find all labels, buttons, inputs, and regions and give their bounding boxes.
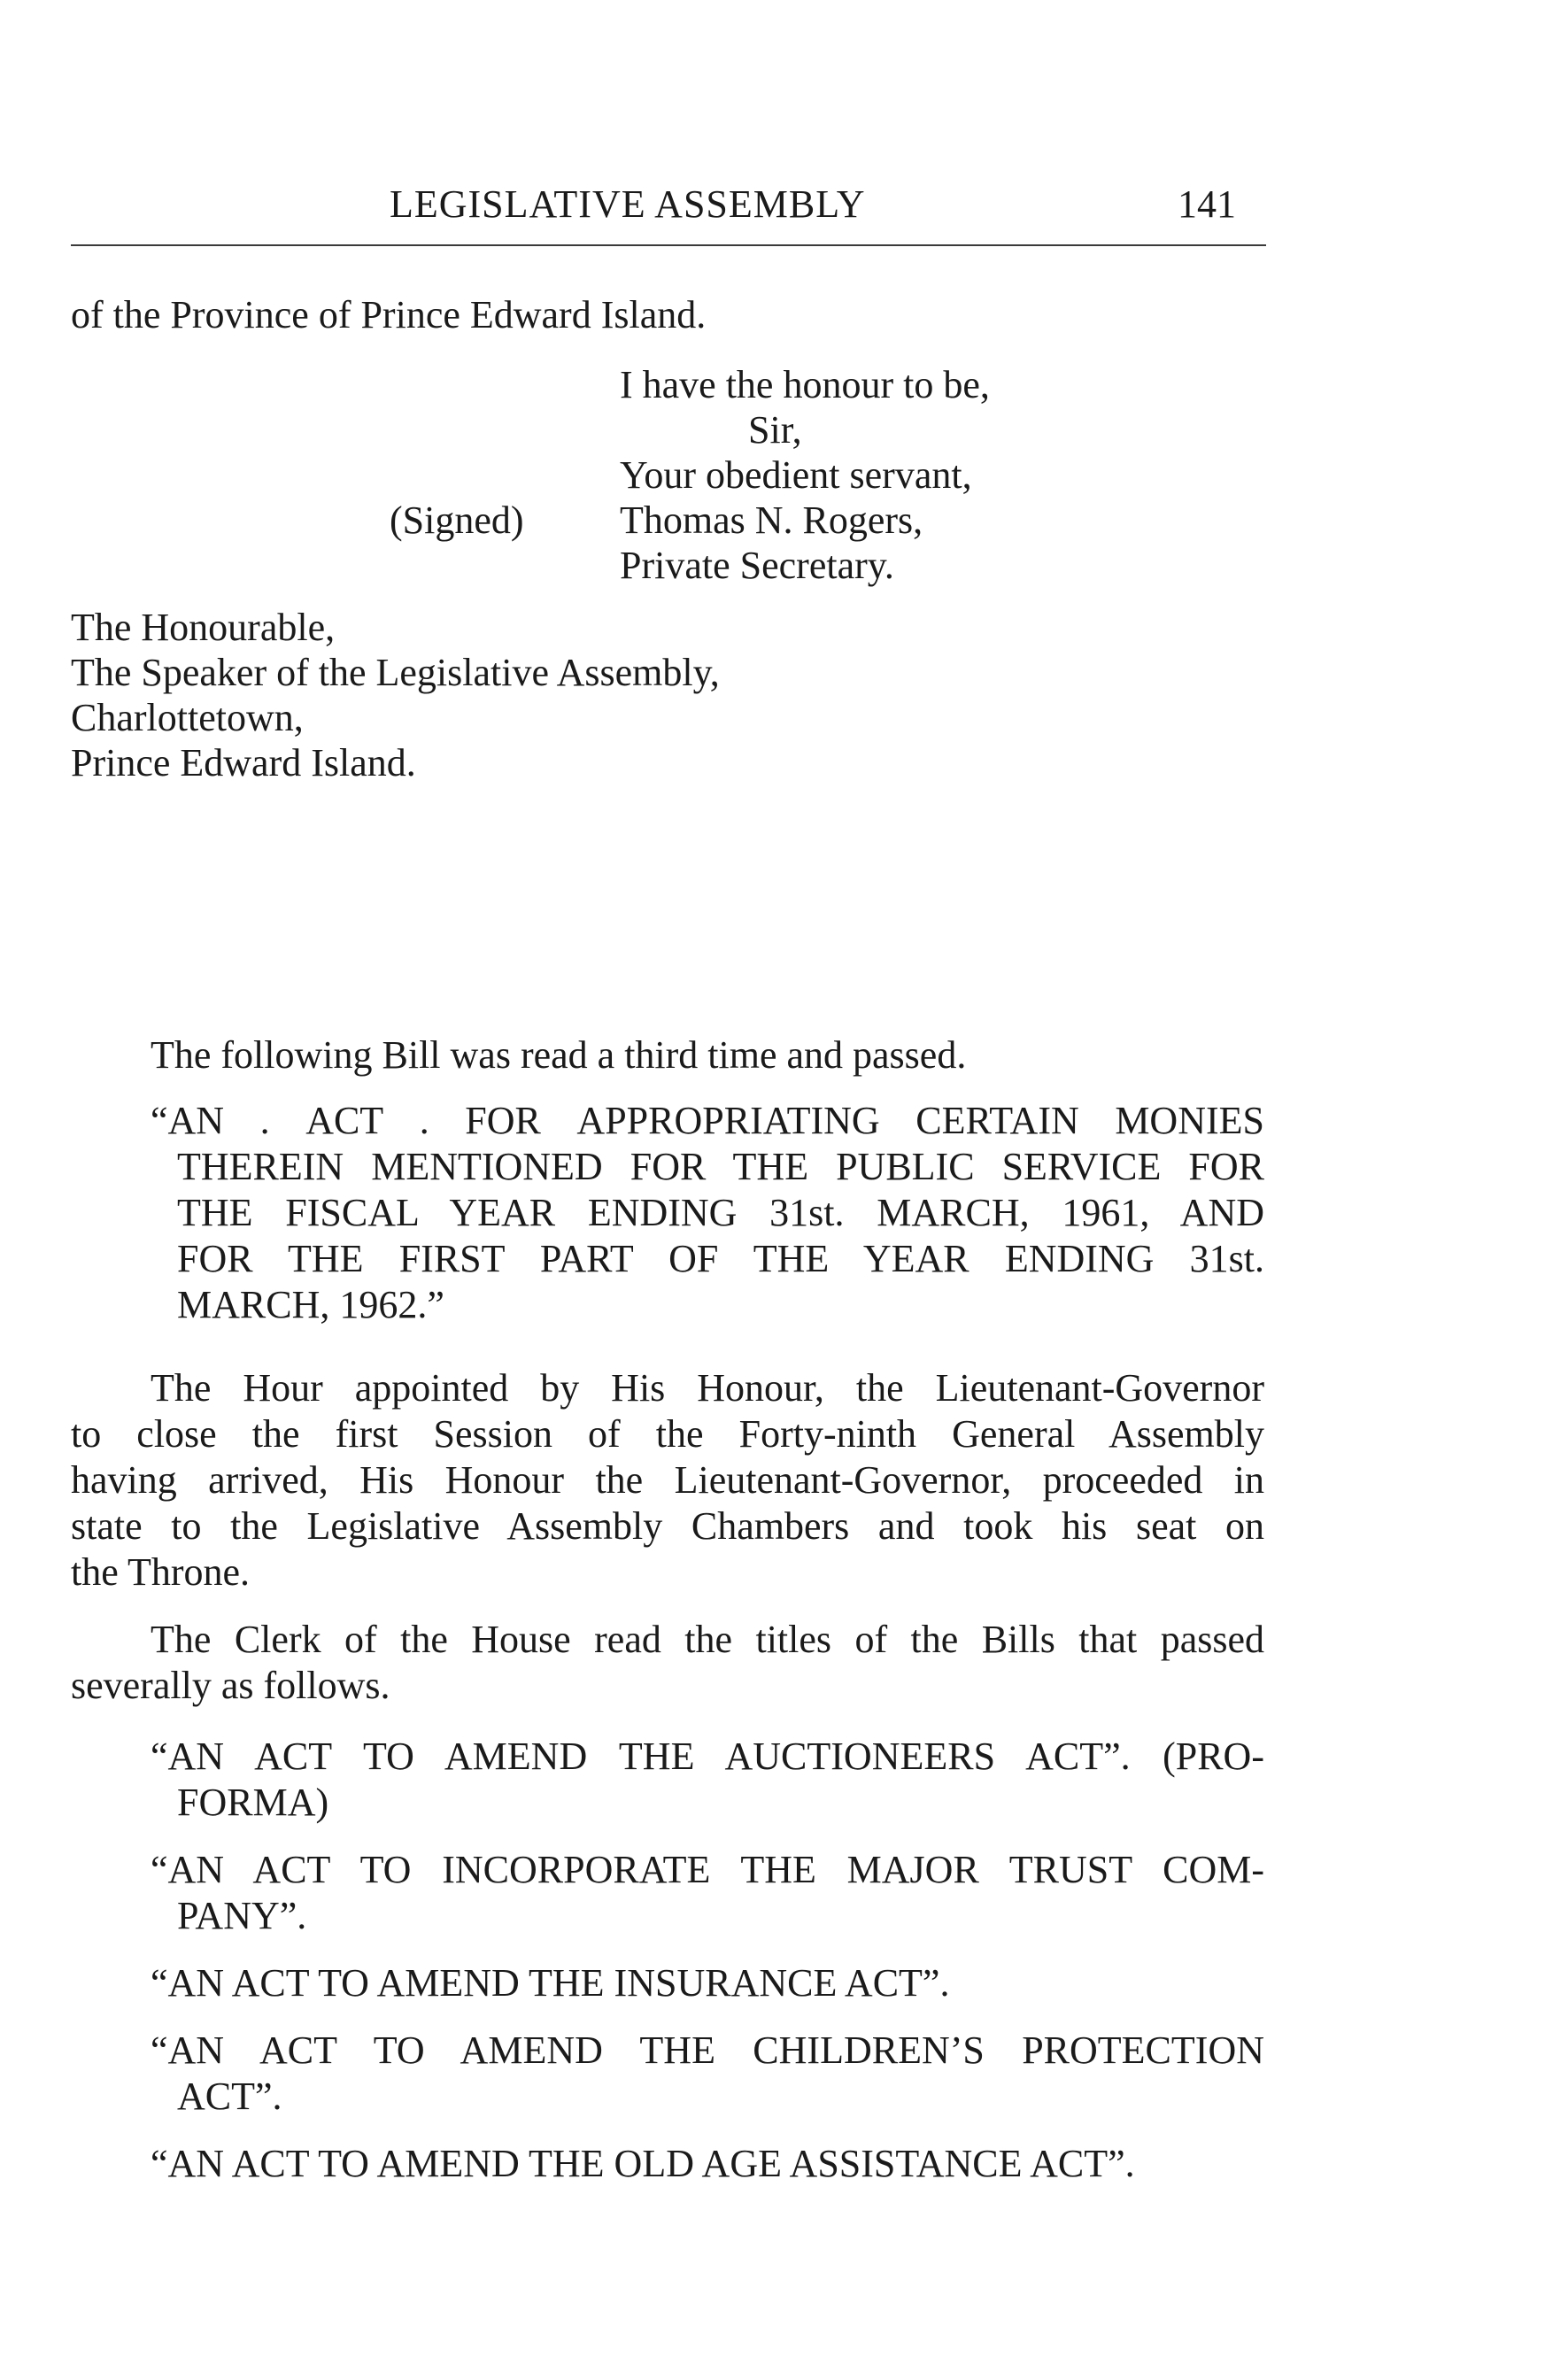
bill-title-block [177, 1190, 1264, 1236]
paragraph-line: The Hour appointed by His Honour, the Lieutenant-Governor [151, 1366, 1264, 1410]
address-line: The Honourable, [71, 606, 336, 649]
bill-title-word: CERTAIN [915, 1099, 1079, 1142]
address-line: The Speaker of the Legislative Assembly, [71, 651, 720, 694]
signed-label: (Signed) [390, 498, 524, 542]
paragraph-line: The Clerk of the House read the titles of the Bills that passed [151, 1618, 1264, 1661]
bill-title-word: . [259, 1099, 270, 1142]
bill-title-word: “AN [151, 1099, 225, 1142]
bill-list-item: “AN ACT TO AMEND THE INSURANCE ACT”. [151, 1961, 950, 2005]
bill-list-item: “AN ACT TO AMEND THE AUCTIONEERS ACT”. (PRO- [151, 1735, 1264, 1778]
letter-opening-line: of the Province of Prince Edward Island. [71, 293, 707, 336]
closing-line: Sir, [748, 408, 802, 452]
bill-title-block [177, 1236, 1264, 1282]
closing-line: Your obedient servant, [620, 453, 972, 497]
bill-title-block [151, 1098, 1264, 1144]
bill-list-item-cont: FORMA) [177, 1781, 329, 1824]
closing-line: I have the honour to be, [620, 363, 990, 406]
running-header-title: LEGISLATIVE ASSEMBLY [390, 182, 866, 226]
signatory-name: Thomas N. Rogers, [620, 498, 923, 542]
signatory-title: Private Secretary. [620, 544, 894, 587]
bill-list-item: “AN ACT TO INCORPORATE THE MAJOR TRUST COM- [151, 1848, 1264, 1891]
paragraph-line: state to the Legislative Assembly Chambers and took his seat on [71, 1504, 1264, 1548]
paragraph-line: to close the first Session of the Forty-ninth General Assembly [71, 1412, 1264, 1456]
third-reading-intro: The following Bill was read a third time and passed. [151, 1033, 967, 1077]
bill-list-item: “AN ACT TO AMEND THE CHILDREN’S PROTECTION [151, 2028, 1264, 2072]
bill-title-line [151, 1098, 1264, 1144]
header-rule [71, 244, 1266, 246]
bill-title-word: ACT [305, 1099, 384, 1142]
bill-title-line: MARCH, 1962.” [177, 1283, 444, 1326]
paragraph-line: the Throne. [71, 1550, 251, 1594]
bill-title-line: THE FISCAL YEAR ENDING 31st. MARCH, 1961, AND [177, 1191, 1264, 1234]
paragraph-line: having arrived, His Honour the Lieutenant-Governor, proceeded in [71, 1458, 1264, 1502]
bill-list-item: “AN ACT TO AMEND THE OLD AGE ASSISTANCE ACT”. [151, 2142, 1135, 2185]
bill-title-line: FOR THE FIRST PART OF THE YEAR ENDING 31st. [177, 1237, 1264, 1280]
bill-list-item-cont: ACT”. [177, 2075, 282, 2118]
bill-title-line: THEREIN MENTIONED FOR THE PUBLIC SERVICE FOR [177, 1145, 1264, 1188]
address-line: Prince Edward Island. [71, 741, 416, 784]
bill-list-item-cont: PANY”. [177, 1894, 307, 1937]
bill-title-word: FOR [465, 1099, 541, 1142]
bill-title-word: APPROPRIATING [576, 1099, 880, 1142]
bill-title-block [177, 1144, 1264, 1190]
bill-title-word: MONIES [1115, 1099, 1264, 1142]
address-line: Charlottetown, [71, 696, 304, 739]
bill-title-word: . [419, 1099, 429, 1142]
page-number: 141 [1178, 182, 1236, 226]
paragraph-line: severally as follows. [71, 1664, 390, 1707]
